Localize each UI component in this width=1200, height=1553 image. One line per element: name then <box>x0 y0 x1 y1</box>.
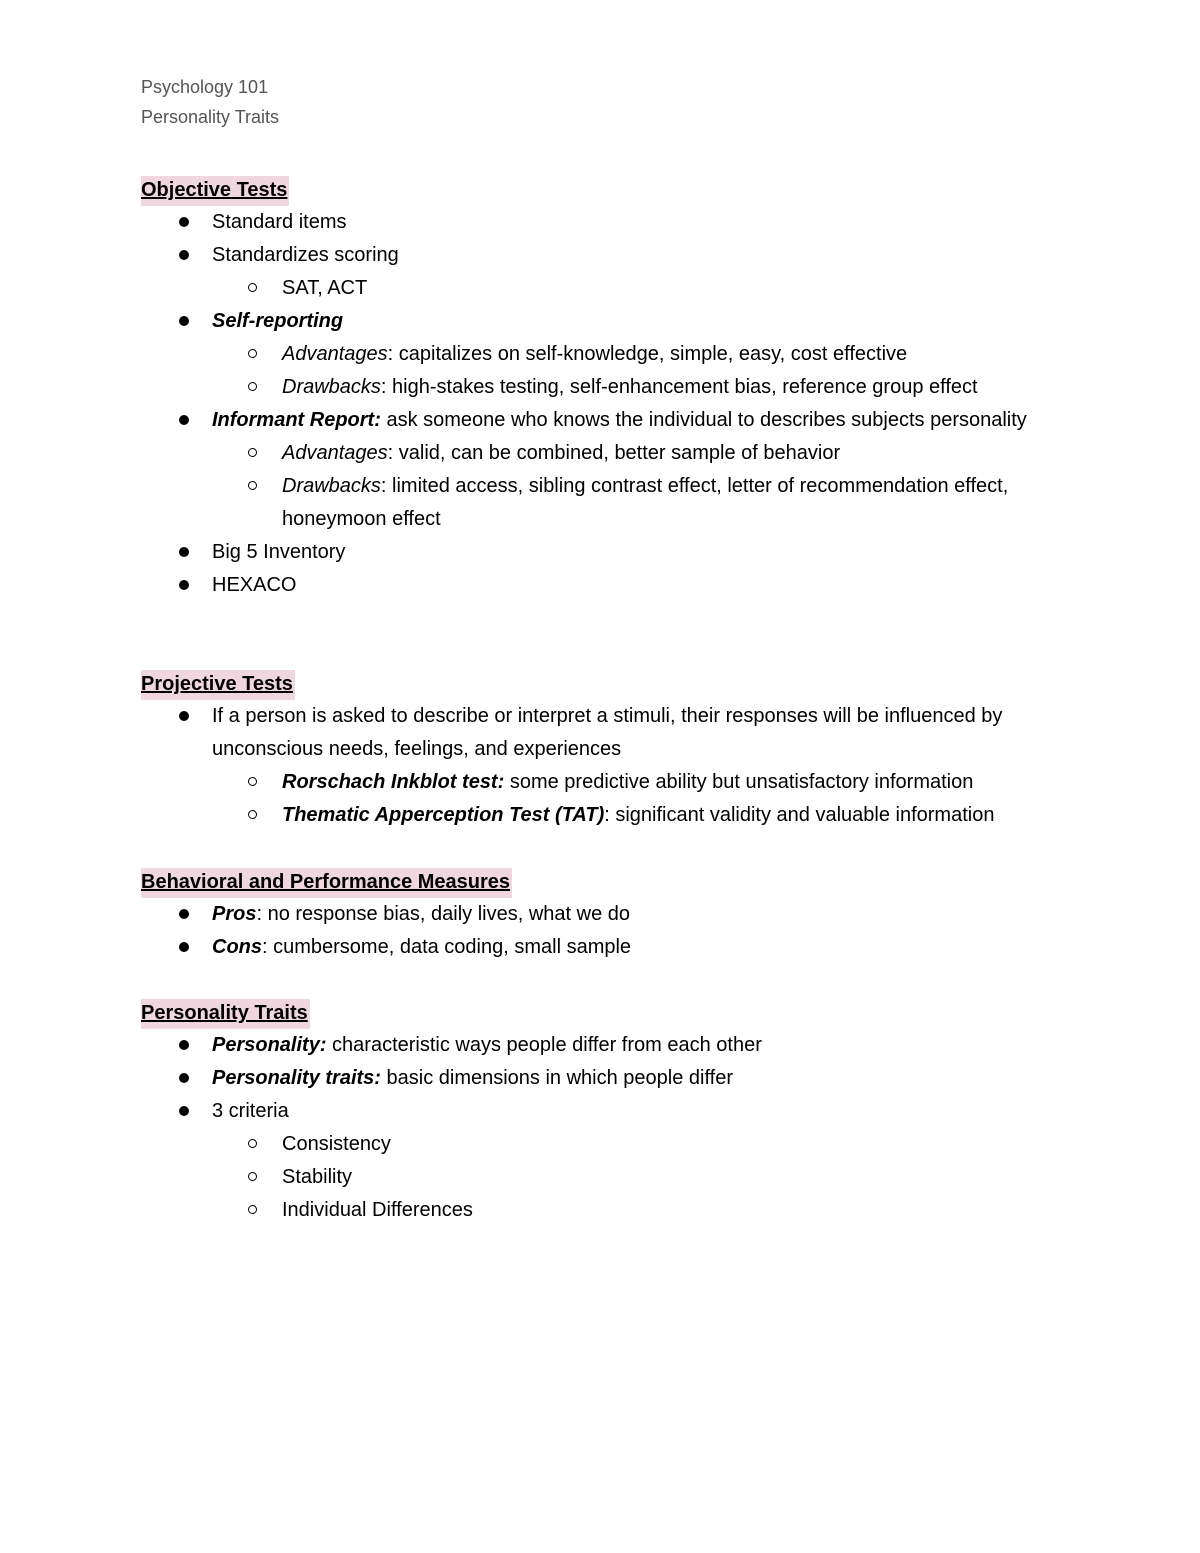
bullet-list <box>141 898 1061 964</box>
list-item: Pros: no response bias, daily lives, what we do <box>141 898 1061 931</box>
sub-list-item: Advantages: capitalizes on self-knowledge, simple, easy, cost effective <box>141 338 1061 371</box>
section-projective-tests <box>141 670 1061 832</box>
sub-list-item: Consistency <box>141 1128 1061 1161</box>
list-item: Standard items <box>141 206 1061 239</box>
sub-list-item: Stability <box>141 1161 1061 1194</box>
document-header <box>141 72 279 132</box>
section-heading: Personality Traits <box>141 999 310 1029</box>
sub-list-item: Drawbacks: limited access, sibling contrast effect, letter of recommendation effect, honeymoon effect <box>141 470 1061 536</box>
course-title: Psychology 101 <box>141 77 269 97</box>
list-item: Informant Report: ask someone who knows the individual to describes subjects personality <box>141 404 1061 437</box>
list-item: Big 5 Inventory <box>141 536 1061 569</box>
bullet-list <box>141 700 1061 832</box>
list-item: Personality traits: basic dimensions in which people differ <box>141 1062 1061 1095</box>
list-item: Personality: characteristic ways people differ from each other <box>141 1029 1061 1062</box>
list-item: Cons: cumbersome, data coding, small sample <box>141 931 1061 964</box>
topic-title: Personality Traits <box>141 107 280 127</box>
bullet-list <box>141 1029 1061 1227</box>
section-behavioral-measures <box>141 868 1061 964</box>
list-item: Standardizes scoring <box>141 239 1061 272</box>
section-objective-tests <box>141 176 1061 602</box>
list-item: Self-reporting <box>141 305 1061 338</box>
list-item: If a person is asked to describe or interpret a stimuli, their responses will be influenced by unconscious needs, feelings, and experiences <box>141 700 1061 766</box>
sub-list-item: Rorschach Inkblot test: some predictive ability but unsatisfactory information <box>141 766 1061 799</box>
bullet-list <box>141 206 1061 602</box>
section-heading: Behavioral and Performance Measures <box>141 868 512 898</box>
sub-list-item: Thematic Apperception Test (TAT): significant validity and valuable information <box>141 799 1061 832</box>
sub-list-item: Advantages: valid, can be combined, better sample of behavior <box>141 437 1061 470</box>
section-heading: Projective Tests <box>141 670 295 700</box>
sub-list-item: Individual Differences <box>141 1194 1061 1227</box>
list-item: 3 criteria <box>141 1095 1061 1128</box>
section-heading: Objective Tests <box>141 176 289 206</box>
sub-list-item: SAT, ACT <box>141 272 1061 305</box>
section-personality-traits <box>141 999 1061 1227</box>
list-item: HEXACO <box>141 569 1061 602</box>
sub-list-item: Drawbacks: high-stakes testing, self-enhancement bias, reference group effect <box>141 371 1061 404</box>
